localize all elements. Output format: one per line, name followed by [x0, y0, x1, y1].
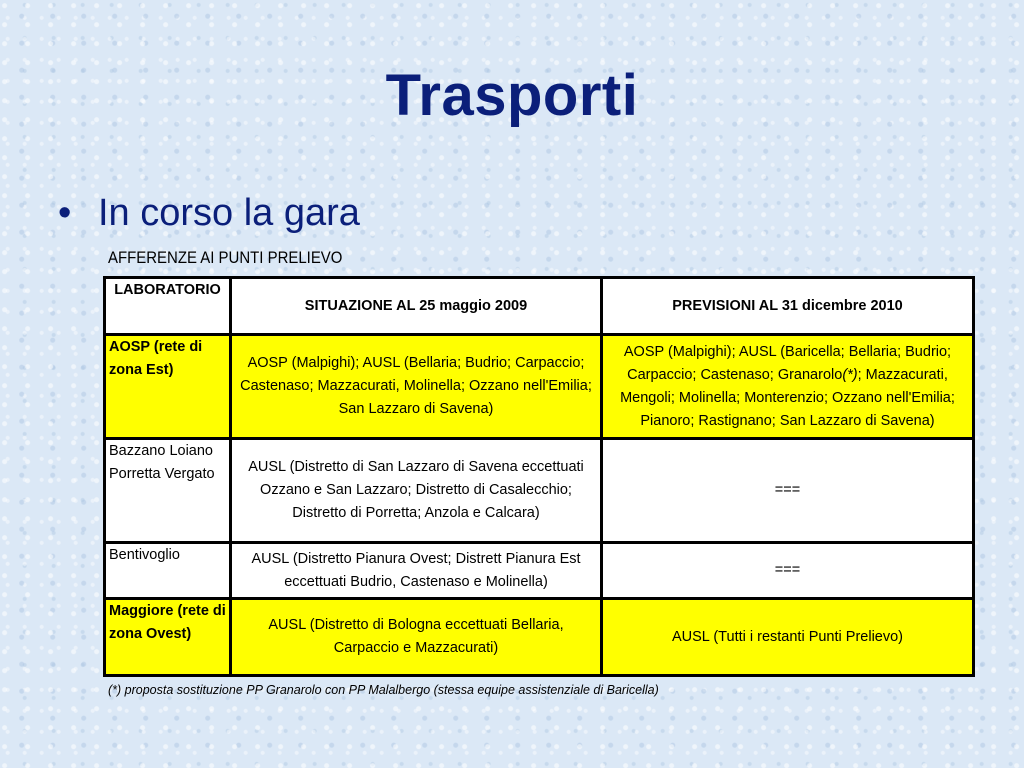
slide-title: Trasporti [385, 63, 639, 128]
row-lab: Bazzano Loiano Porretta Vergato [105, 439, 231, 543]
row-previsioni: === [602, 543, 974, 599]
previsioni-text-a: AOSP (Malpighi); AUSL (Baricella; Bellaria; Budrio; Carpaccio; Castenaso; Granarolo [623, 343, 952, 383]
header-laboratorio: LABORATORIO [105, 278, 231, 335]
row-previsioni: AUSL (Tutti i restanti Punti Prelievo) [602, 599, 974, 676]
table-row [105, 335, 974, 439]
previsioni-text-b: ; Mazzacurati, Mengoli; Molinella; Monterenzio; Ozzano nell'Emilia; Pianoro; Rastignano; San Lazzaro di Savena) [620, 366, 955, 429]
footnote-mark: (*) [842, 366, 858, 383]
row-lab: Bentivoglio [105, 543, 231, 599]
row-situazione: AUSL (Distretto di Bologna eccettuati Bellaria, Carpaccio e Mazzacurati) [231, 599, 602, 676]
row-lab: AOSP (rete di zona Est) [105, 335, 231, 439]
table-header-row [105, 278, 974, 335]
table-row [105, 439, 974, 543]
table-row [105, 543, 974, 599]
row-situazione: AUSL (Distretto di San Lazzaro di Savena eccettuati Ozzano e San Lazzaro; Distretto di Casalecchio; Distretto di Porretta; Anzola e Calcara) [231, 439, 602, 543]
bullet-item [58, 192, 360, 235]
bullet-dot: • [58, 192, 72, 234]
bullet-text: In corso la gara [98, 192, 360, 234]
header-previsioni: PREVISIONI AL 31 dicembre 2010 [602, 278, 974, 335]
row-situazione: AOSP (Malpighi); AUSL (Bellaria; Budrio; Carpaccio; Castenaso; Mazzacurati, Molinella; Ozzano nell'Emilia; San Lazzaro di Savena) [231, 335, 602, 439]
row-previsioni [602, 335, 974, 439]
row-previsioni: === [602, 439, 974, 543]
header-situazione: SITUAZIONE AL 25 maggio 2009 [231, 278, 602, 335]
footnote: (*) proposta sostituzione PP Granarolo con PP Malalbergo (stessa equipe assistenziale di Baricella) [108, 683, 659, 697]
afferenze-table [103, 276, 975, 677]
row-situazione: AUSL (Distretto Pianura Ovest; Distrett Pianura Est eccettuati Budrio, Castenaso e Molinella) [231, 543, 602, 599]
table-row [105, 599, 974, 676]
table-caption: AFFERENZE AI PUNTI PRELIEVO [108, 248, 343, 267]
row-lab: Maggiore (rete di zona Ovest) [105, 599, 231, 676]
